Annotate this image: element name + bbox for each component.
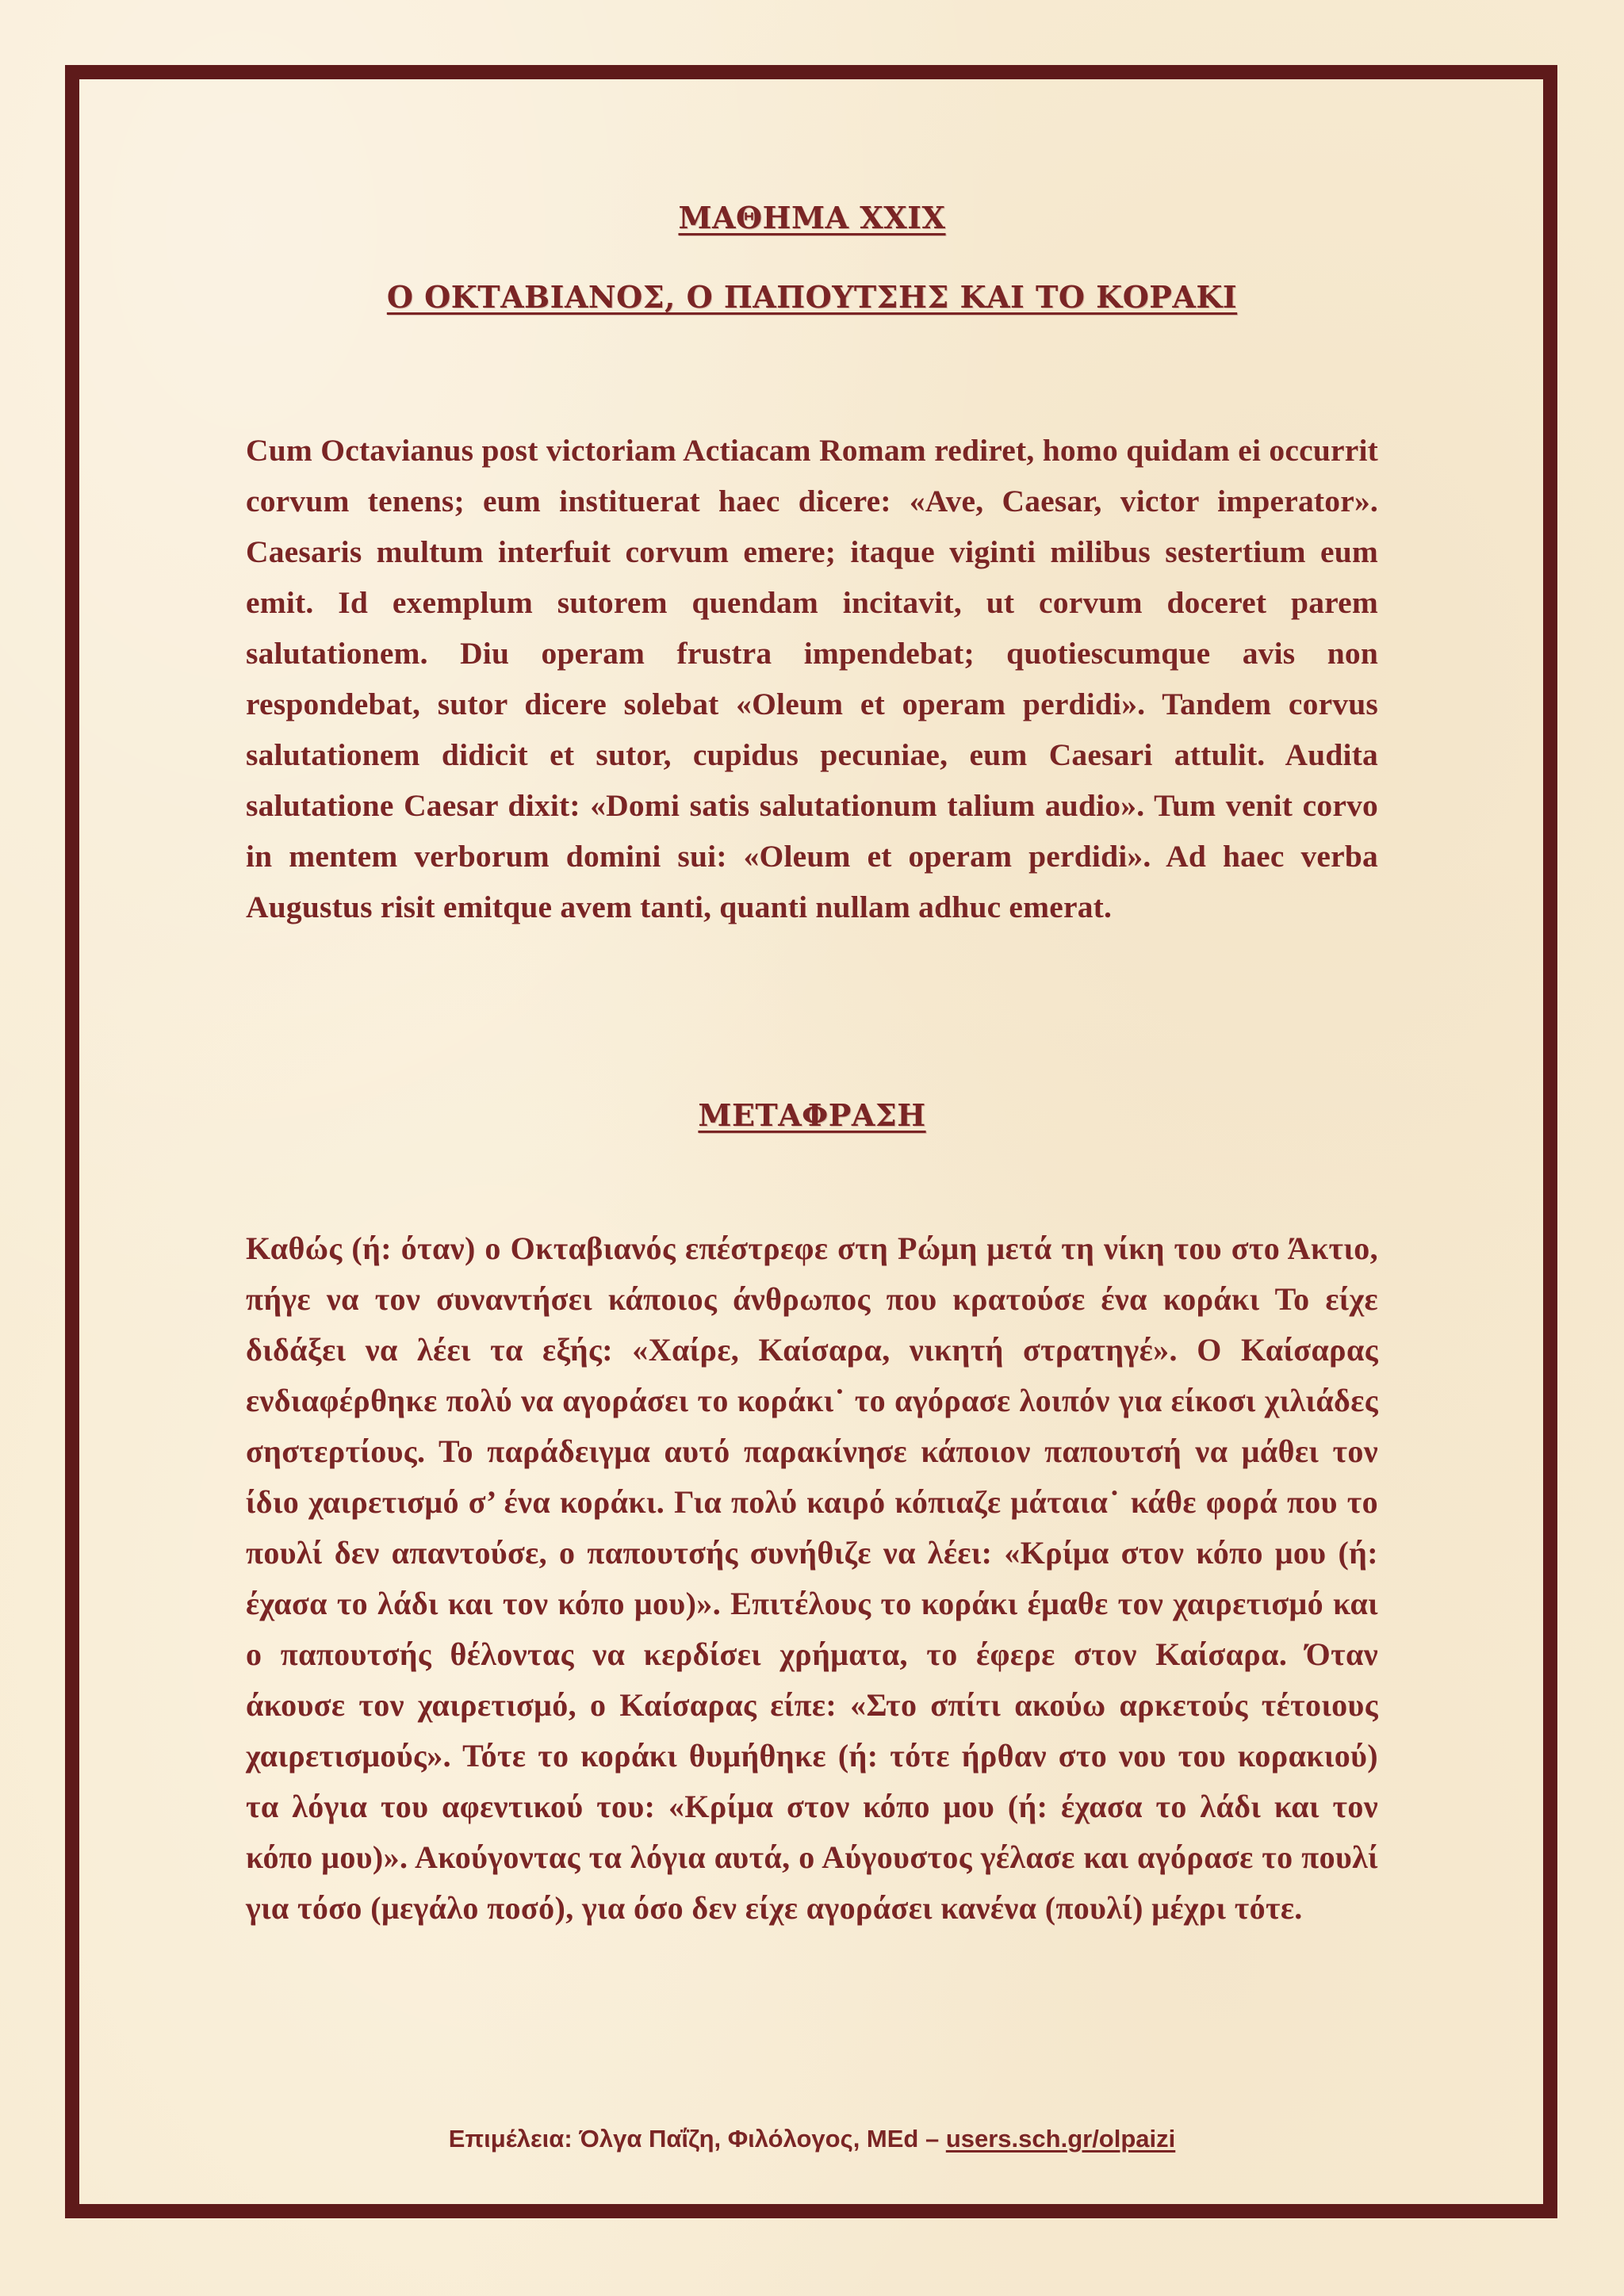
translation-text: Καθώς (ή: όταν) ο Οκταβιανός επέστρεφε στη Ρώμη μετά τη νίκη του στο Άκτιο, πήγε να τον συναντήσει κάποιος άνθρωπος που κρατούσε ένα κοράκι Το είχε διδάξει να λέει τα εξής: «Χαίρε, Καίσαρα, νικητή στρατηγέ». Ο Καίσαρας ενδιαφέρθηκε πολύ να αγοράσει το κοράκι˙ το αγόρασε λοιπόν για είκοσι χιλιάδες σηστερτίους. Το παράδειγμα αυτό παρακίνησε κάποιον παπουτσή να μάθει τον ίδιο χαιρετισμό σ’ ένα κοράκι. Για πολύ καιρό κόπιαζε μάταια˙ κάθε φορά που το πουλί δεν απαντούσε, ο παπουτσής συνήθιζε να λέει: «Κρίμα στον κόπο μου (ή: έχασα το λάδι και τον κόπο μου)». Επιτέλους το κοράκι έμαθε τον χαιρετισμό και ο παπουτσής θέλοντας να κερδίσει χρήματα, το έφερε στον Καίσαρα. Όταν άκουσε τον χαιρετισμό, ο Καίσαρας είπε: «Στο σπίτι ακούω αρκετούς τέτοιους χαιρετισμούς». Τότε το κοράκι θυμήθηκε (ή: τότε ήρθαν στο νου του κορακιού) τα λόγια του αφεντικού του: «Κρίμα στον κόπο μου (ή: έχασα το λάδι και τον κόπο μου)». Ακούγοντας τα λόγια αυτά, ο Αύγουστος γέλασε και αγόρασε το πουλί για τόσο (μεγάλο ποσό), για όσο δεν είχε αγοράσει κανένα (πουλί) μέχρι τότε. <box>246 1230 1378 1926</box>
footer <box>0 2125 1624 2153</box>
footer-link[interactable]: users.sch.gr/olpaizi <box>945 2125 1176 2152</box>
lesson-title: ΜΑΘΗΜΑ XXIX <box>678 200 946 235</box>
footer-credit: Επιμέλεια: Όλγα Παΐζη, Φιλόλογος, MEd – <box>448 2125 946 2152</box>
lesson-subtitle: Ο ΟΚΤΑΒΙΑΝΟΣ, Ο ΠΑΠΟΥΤΣΗΣ ΚΑΙ ΤΟ ΚΟΡΑΚΙ <box>386 279 1238 315</box>
latin-text: Cum Octavianus post victoriam Actiacam Romam rediret, homo quidam ei occurrit corvum tenens; eum instituerat haec dicere: «Ave, Caesar, victor imperator». Caesaris multum interfuit corvum emere; itaque viginti milibus sestertium eum emit. Id exemplum sutorem quendam incitavit, ut corvum doceret parem salutationem. Diu operam frustra impendebat; quotiescumque avis non respondebat, sutor dicere solebat «Oleum et operam perdidi». Tandem corvus salutationem didicit et sutor, cupidus pecuniae, eum Caesari attulit. Audita salutatione Caesar dixit: «Domi satis salutationum talium audio». Tum venit corvo in mentem verborum domini sui: «Oleum et operam perdidi». Ad haec verba Augustus risit emitque avem tanti, quanti nullam adhuc emerat. <box>246 433 1378 924</box>
translation-heading: ΜΕΤΑΦΡΑΣΗ <box>698 1097 926 1133</box>
